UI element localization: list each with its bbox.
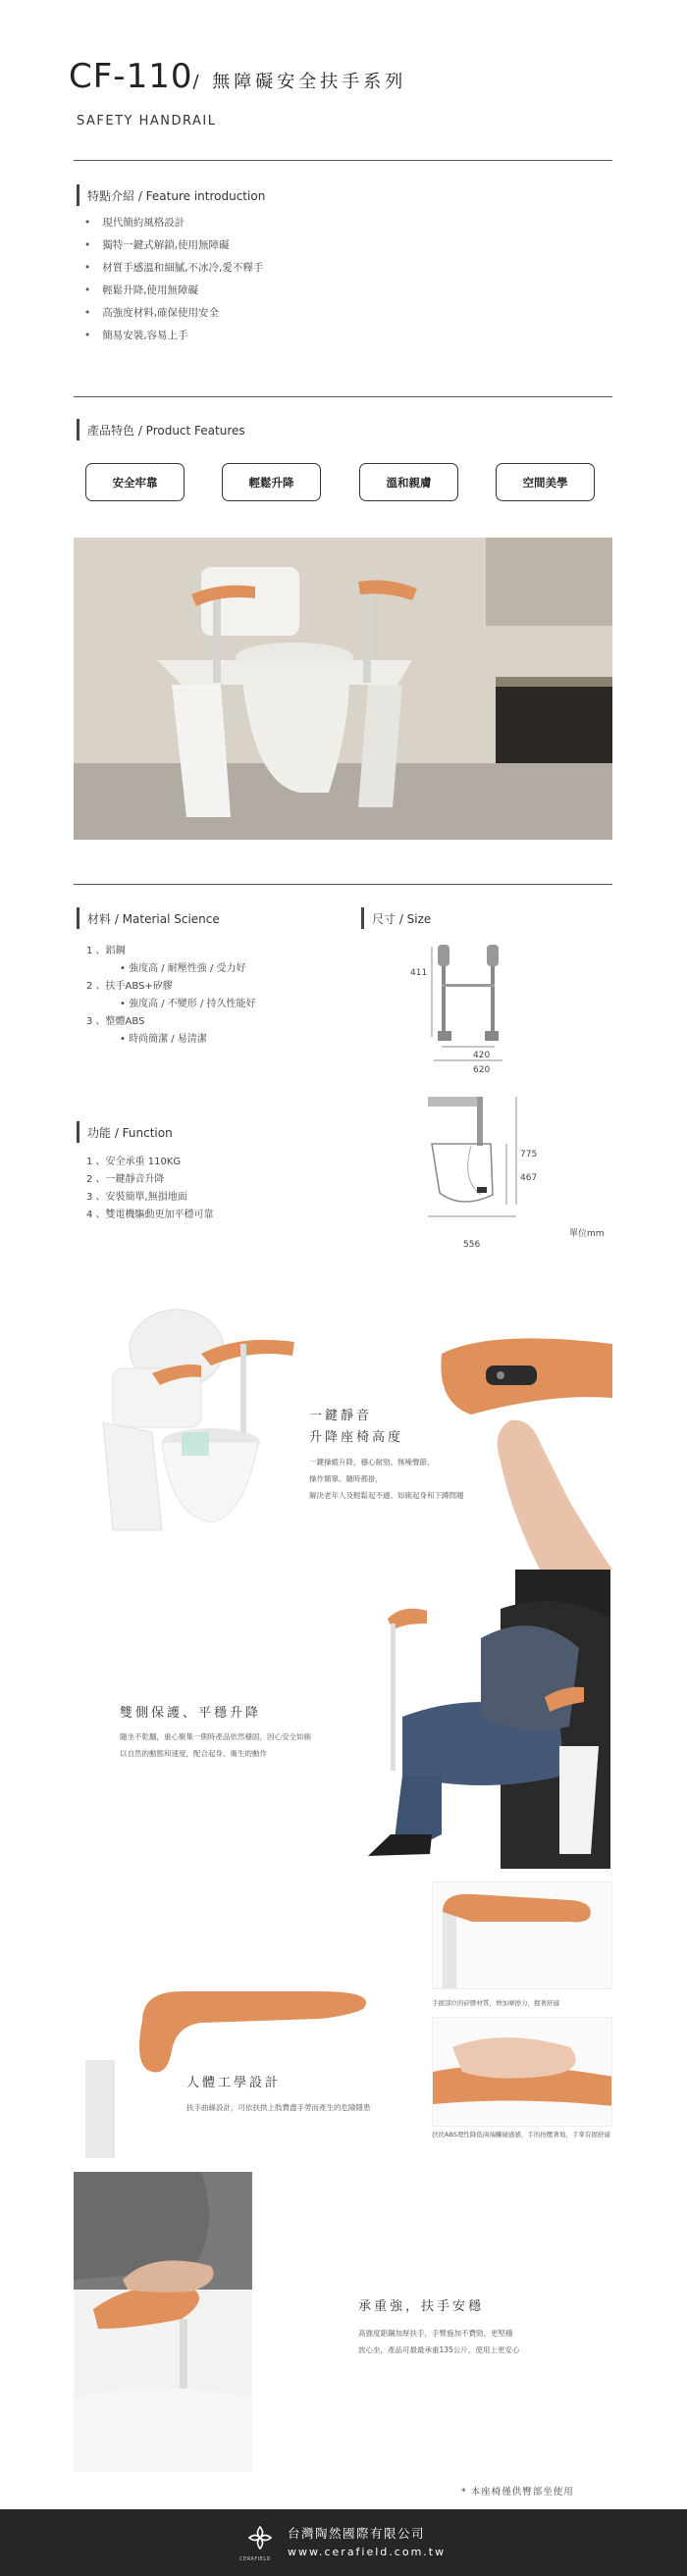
intro-heading-text: 特點介紹 / Feature introduction bbox=[87, 188, 266, 203]
dim-411: 411 bbox=[410, 968, 428, 978]
side-view-drawing bbox=[422, 1087, 550, 1234]
function-line: 4 、雙電機驅動更加平穩可靠 bbox=[86, 1210, 214, 1220]
function-list bbox=[86, 1154, 214, 1224]
feature-pill: 溫和親膚 bbox=[359, 463, 458, 501]
material-list bbox=[86, 943, 256, 1049]
features-heading-text: 產品特色 / Product Features bbox=[87, 423, 245, 438]
feature3-handrail-image bbox=[74, 1962, 388, 2158]
heading-bar bbox=[77, 419, 79, 440]
company-logo-text: CERAFIELD bbox=[239, 2556, 271, 2562]
intro-item: • 獨特一鍵式解鎖,使用無障礙 bbox=[84, 234, 263, 257]
feature3-detail1-illustration bbox=[433, 1882, 612, 1989]
heading-bar bbox=[361, 907, 364, 929]
product-photo bbox=[74, 538, 612, 840]
feature2-body-line: 以自然的動態和速度，配合起身、衛生的動作 bbox=[120, 1749, 267, 1758]
feature1-hand-image bbox=[432, 1324, 612, 1570]
material-line: • 強度高 / 不變形 / 持久性能好 bbox=[120, 999, 256, 1009]
heading-bar bbox=[77, 1121, 79, 1143]
company-name: 台灣陶然國際有限公司 bbox=[288, 2526, 426, 2541]
unit-label: 單位mm bbox=[569, 1229, 605, 1239]
intro-heading bbox=[77, 184, 265, 206]
intro-list bbox=[84, 212, 263, 347]
function-line: 2 、一鍵靜音升降 bbox=[86, 1174, 165, 1185]
feature2-body-line: 隨坐不乾翻，重心聚集一側時產品依然穩固，因心安全如廁 bbox=[120, 1732, 311, 1741]
function-heading-text: 功能 / Function bbox=[87, 1125, 173, 1140]
feature1-body bbox=[309, 1454, 464, 1504]
feature4-body bbox=[358, 2325, 519, 2358]
feature-pill: 輕鬆升降 bbox=[222, 463, 321, 501]
feature1-product-image bbox=[93, 1295, 329, 1550]
material-heading-text: 材料 / Material Science bbox=[87, 911, 220, 926]
feature3-detail-photo1 bbox=[432, 1881, 612, 1989]
intro-item: • 材質手感溫和細膩,不冰冷,愛不釋手 bbox=[84, 257, 263, 280]
feature1-body-line: 解決老年人及輕鬆起不適、如廁起身和下蹲問題 bbox=[309, 1491, 464, 1500]
intro-item: • 高強度材料,確保使用安全 bbox=[84, 302, 263, 325]
company-logo-icon bbox=[243, 2521, 277, 2554]
feature-pill: 安全牢靠 bbox=[85, 463, 185, 501]
size-heading bbox=[361, 907, 431, 929]
material-line: 3 、整體ABS bbox=[86, 1016, 145, 1027]
heading-bar bbox=[77, 907, 79, 929]
dim-467: 467 bbox=[520, 1173, 538, 1183]
feature3-detail2-illustration bbox=[433, 2018, 612, 2127]
material-heading bbox=[77, 907, 220, 929]
feature-pill: 空間美學 bbox=[496, 463, 595, 501]
feature2-title: 雙側保護、平穩升降 bbox=[120, 1706, 262, 1721]
dim-420: 420 bbox=[473, 1051, 491, 1060]
product-photo-illustration bbox=[74, 538, 612, 840]
footer bbox=[0, 2509, 687, 2576]
feature2-photo bbox=[334, 1570, 610, 1869]
feature3-caption2: 扶扶ABS理性降低兩端觸碰感感，手的按壓著地，手掌有握舒適 bbox=[432, 2131, 610, 2138]
features-heading bbox=[77, 419, 245, 440]
company-url[interactable]: www.cerafield.com.tw bbox=[288, 2546, 447, 2558]
divider bbox=[74, 160, 612, 161]
series-name: / 無障礙安全扶手系列 bbox=[192, 72, 407, 92]
feature2-body bbox=[120, 1728, 311, 1762]
product-subtitle: SAFETY HANDRAIL bbox=[77, 114, 217, 129]
model-name: CF-110 bbox=[69, 57, 193, 96]
product-title bbox=[69, 57, 406, 96]
feature4-body-line: 放心坐，產品可最最承重135公斤，使用上更安心 bbox=[358, 2345, 520, 2354]
feature2-illustration bbox=[334, 1570, 610, 1869]
feature3-caption1: 手握部位的矽膠材質，增加摩擦力，握著舒適 bbox=[432, 1999, 559, 2007]
function-line: 3 、安裝簡單,無損地面 bbox=[86, 1192, 187, 1203]
intro-item: • 簡易安裝,容易上手 bbox=[84, 325, 263, 347]
feature1-body-line: 操作簡單、隨時都掛， bbox=[309, 1474, 383, 1483]
divider bbox=[74, 396, 612, 397]
dim-556: 556 bbox=[463, 1240, 481, 1250]
feature3-body: 扶手曲線設計，可依扶拱上肢費盡手勞而產生的危險隱患 bbox=[186, 2103, 371, 2112]
dim-620: 620 bbox=[473, 1065, 491, 1075]
heading-bar bbox=[77, 184, 79, 206]
material-line: 2 、扶手ABS+矽膠 bbox=[86, 981, 173, 992]
feature1-body-line: 一鍵操縱升降，穩心耐勁、無噪聲節、 bbox=[309, 1458, 435, 1467]
divider bbox=[74, 884, 612, 885]
function-line: 1 、安全承重 110KG bbox=[86, 1157, 182, 1167]
size-heading-text: 尺寸 / Size bbox=[372, 911, 432, 926]
material-line: • 時尚簡潔 / 易清潔 bbox=[120, 1034, 207, 1045]
feature4-photo bbox=[74, 2172, 252, 2472]
feature1-title-line2: 升降座椅高度 bbox=[309, 1430, 404, 1445]
feature4-body-line: 高強度鋁鋼加厚扶手，手臂施加不費勁、更堅穩 bbox=[358, 2329, 513, 2338]
feature3-title: 人體工學設計 bbox=[186, 2076, 282, 2090]
feature4-title: 承重強，扶手安穩 bbox=[358, 2299, 485, 2314]
feature1-title-line1: 一鍵靜音 bbox=[309, 1409, 373, 1423]
feature4-illustration bbox=[74, 2172, 252, 2472]
intro-item: • 輕鬆升降,使用無障礙 bbox=[84, 280, 263, 302]
usage-note: * 本座椅僅供臀部坐使用 bbox=[461, 2487, 574, 2498]
material-line: 1 、鋁鋼 bbox=[86, 946, 126, 956]
dim-775: 775 bbox=[520, 1150, 538, 1159]
intro-item: • 現代簡約風格設計 bbox=[84, 212, 263, 234]
material-line: • 強度高 / 耐壓性強 / 受力好 bbox=[120, 963, 246, 974]
feature3-detail-photo2 bbox=[432, 2017, 612, 2127]
function-heading bbox=[77, 1121, 173, 1143]
